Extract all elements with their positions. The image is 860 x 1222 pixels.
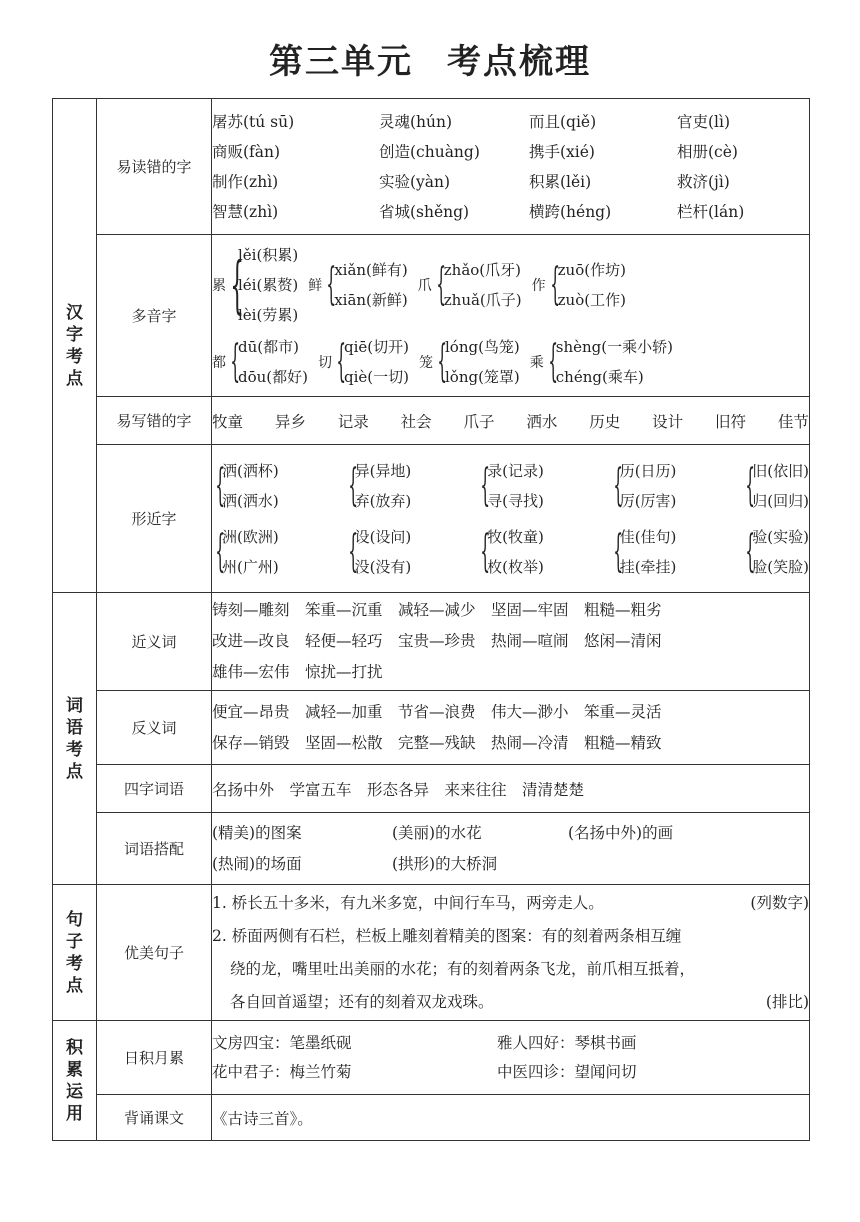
similar-pair [345,522,412,582]
misread-item: 官吏(lì) [677,112,731,131]
polyphonic-reading: zhuǎ(爪子) [443,290,522,309]
miswrite-word: 牧童 [212,412,244,431]
similar-char: 枚(枚举) [487,557,544,576]
brace-icon: { [437,335,448,387]
miswrite-word: 记录 [337,412,369,431]
miswrite-word: 旧符 [715,412,747,431]
similar-char: 脸(笑脸) [752,557,809,576]
brace-icon: { [745,525,756,577]
similar-pair [742,456,809,516]
polyphonic-char: 都 [212,354,226,371]
brace-icon: { [548,335,558,387]
polyphonic-reading: shèng(一乘小轿) [555,337,673,356]
polyphonic-reading: qiè(一切) [344,367,409,386]
brace-icon: { [436,258,446,310]
similar-char: 厉(厉害) [619,491,677,510]
polyphonic-content [212,235,810,397]
label-antonyms: 反义词 [97,691,212,765]
category-juzi: 句 子 考 点 [53,885,97,1021]
category-jilei: 积 累 运 用 [53,1021,97,1141]
misread-item: 而且(qiě) [529,112,597,131]
polyphonic-char: 笼 [418,354,433,371]
similar-char: 没(没有) [354,557,412,576]
daily-content: 文房四宝：笔墨纸砚 雅人四好：琴棋书画 花中君子：梅兰竹菊 中医四诊：望闻问切 [212,1021,810,1095]
brace-icon: { [326,258,337,310]
four-char-content: 名扬中外 学富五车 形态各异 来来往往 清清楚楚 [212,765,810,813]
polyphonic-reading: lóng(鸟笼) [444,337,520,356]
brace-icon: { [336,335,347,387]
similar-char: 洒(洒水) [222,491,279,510]
brace-icon: { [480,459,491,511]
polyphonic-reading: dū(都市) [238,337,299,356]
polyphonic-reading: xiǎn(鲜有) [334,260,408,279]
brace-icon: { [215,459,226,511]
misread-item: 相册(cè) [677,142,738,161]
antonyms-content: 便宜—昂贵 减轻—加重 节省—浪费 伟大—渺小 笨重—灵活 保存—销毁 坚固—松散 完整—残缺 热闹—冷清 粗糙—精致 [212,691,810,765]
similar-char: 牧(牧童) [487,527,544,546]
easy-misread-content [212,99,810,235]
polyphonic-group [318,332,409,392]
similar-char: 洲(欧洲) [222,527,279,546]
misread-item: 智慧(zhì) [212,202,279,221]
similar-char: 录(记录) [487,461,544,480]
similar-pair [212,522,279,582]
label-collocations: 词语搭配 [97,813,212,885]
miswrite-word: 洒水 [526,412,558,431]
similar-char: 异(异地) [354,461,412,480]
similar-pair [477,456,544,516]
miswrite-word: 社会 [400,412,432,431]
miswrite-word: 佳节 [777,412,809,431]
polyphonic-char: 鲜 [308,277,323,294]
polyphonic-reading: qiē(切开) [344,337,409,356]
brace-icon: { [480,525,491,577]
similar-pair [345,456,412,516]
label-easy-misread: 易读错的字 [97,99,212,235]
misread-item: 灵魂(hún) [379,112,453,131]
easy-miswrite-content [212,397,810,445]
misread-item: 携手(xié) [529,142,595,161]
similar-char: 佳(佳句) [619,527,677,546]
misread-item: 省城(shěng) [379,202,470,221]
label-sentences: 优美句子 [97,885,212,1021]
brace-icon: { [549,258,560,310]
polyphonic-reading: zhǎo(爪牙) [443,260,522,279]
polyphonic-reading: lǒng(笼罩) [444,367,520,386]
label-daily: 日积月累 [97,1021,212,1095]
similar-char: 旧(依旧) [752,461,809,480]
misread-item: 栏杆(lán) [677,202,745,221]
polyphonic-char: 乘 [529,354,544,371]
misread-item: 屠苏(tú sū) [212,112,295,131]
similar-pair [477,522,544,582]
label-synonyms: 近义词 [97,593,212,691]
polyphonic-group [212,332,308,392]
similar-char: 洒(洒杯) [222,461,279,480]
brace-icon: { [612,525,623,577]
misread-item: 实验(yàn) [379,172,451,191]
misread-item: 积累(lěi) [529,172,592,191]
brace-icon: { [745,459,756,511]
miswrite-word: 爪子 [463,412,495,431]
polyphonic-char: 切 [318,354,332,371]
misread-item: 横跨(héng) [529,202,612,221]
label-similar: 形近字 [97,445,212,593]
polyphonic-char: 爪 [417,277,432,294]
polyphonic-group [532,255,626,315]
polyphonic-reading: lèi(劳累) [238,305,299,324]
similar-char: 州(广州) [222,557,279,576]
polyphonic-char: 作 [531,277,546,294]
label-polyphonic: 多音字 [97,235,212,397]
brace-icon: { [230,335,241,387]
similar-pair [610,522,677,582]
synonyms-content: 铸刻—雕刻 笨重—沉重 减轻—减少 坚固—牢固 粗糙—粗劣 改进—改良 轻便—轻巧 宝贵—珍贵 热闹—喧闹 悠闲—清闲 雄伟—宏伟 惊扰—打扰 [212,593,810,691]
title-part1: 第三单元 [269,42,413,82]
miswrite-word: 设计 [652,412,684,431]
polyphonic-reading: lěi(积累) [238,245,299,264]
similar-char: 弃(放弃) [354,491,412,510]
similar-char: 历(日历) [619,461,677,480]
sentences-content: 1. 桥长五十多米，有九米多宽，中间行车马，两旁走人。 (列数字) 2. 桥面两侧有石栏，栏板上雕刻着精美的图案：有的刻着两条相互缠 绕的龙，嘴里吐出美丽的水花；有的刻着两条飞龙，前爪相互抵着， 各自回首遥望；还有的刻着双龙戏珠。 (排比) [212,885,810,1021]
polyphonic-group [418,255,522,315]
similar-content [212,445,810,593]
category-ciyu: 词 语 考 点 [53,593,97,885]
brace-icon: { [612,459,623,511]
brace-icon: { [347,459,358,511]
similar-char: 设(设问) [354,527,412,546]
polyphonic-group [308,255,408,315]
category-hanzi: 汉 字 考 点 [53,99,97,593]
brace-icon: { [230,247,245,321]
collocations-content: (精美)的图案 (美丽)的水花 (名扬中外)的画 (热闹)的场面 (拱形)的大桥洞 [212,813,810,885]
title-part2: 考点梳理 [447,42,591,82]
label-recite: 背诵课文 [97,1095,212,1141]
polyphonic-reading: léi(累赘) [238,275,299,294]
polyphonic-group [530,332,673,392]
polyphonic-reading: dōu(都好) [238,367,308,386]
polyphonic-reading: xiān(新鲜) [334,290,408,309]
misread-item: 创造(chuàng) [379,142,480,161]
page-title [0,34,860,83]
misread-item: 救济(jì) [677,172,730,191]
recite-content: 《古诗三首》。 [212,1095,810,1141]
similar-char: 验(实验) [752,527,809,546]
similar-char: 寻(寻找) [487,491,544,510]
label-four-char: 四字词语 [97,765,212,813]
polyphonic-reading: zuò(工作) [557,290,626,309]
miswrite-word: 异乡 [274,412,306,431]
similar-pair [610,456,677,516]
misread-item: 制作(zhì) [212,172,279,191]
similar-char: 归(回归) [752,491,809,510]
polyphonic-char: 累 [212,277,226,294]
label-easy-miswrite: 易写错的字 [97,397,212,445]
polyphonic-reading: chéng(乘车) [555,367,644,386]
review-table [52,98,810,1141]
polyphonic-group [419,332,520,392]
similar-char: 挂(牵挂) [619,557,677,576]
polyphonic-group [212,240,298,330]
similar-pair [212,456,279,516]
miswrite-word: 历史 [589,412,621,431]
similar-pair [742,522,809,582]
misread-item: 商贩(fàn) [212,142,281,161]
brace-icon: { [347,525,358,577]
polyphonic-reading: zuō(作坊) [557,260,626,279]
brace-icon: { [215,525,226,577]
